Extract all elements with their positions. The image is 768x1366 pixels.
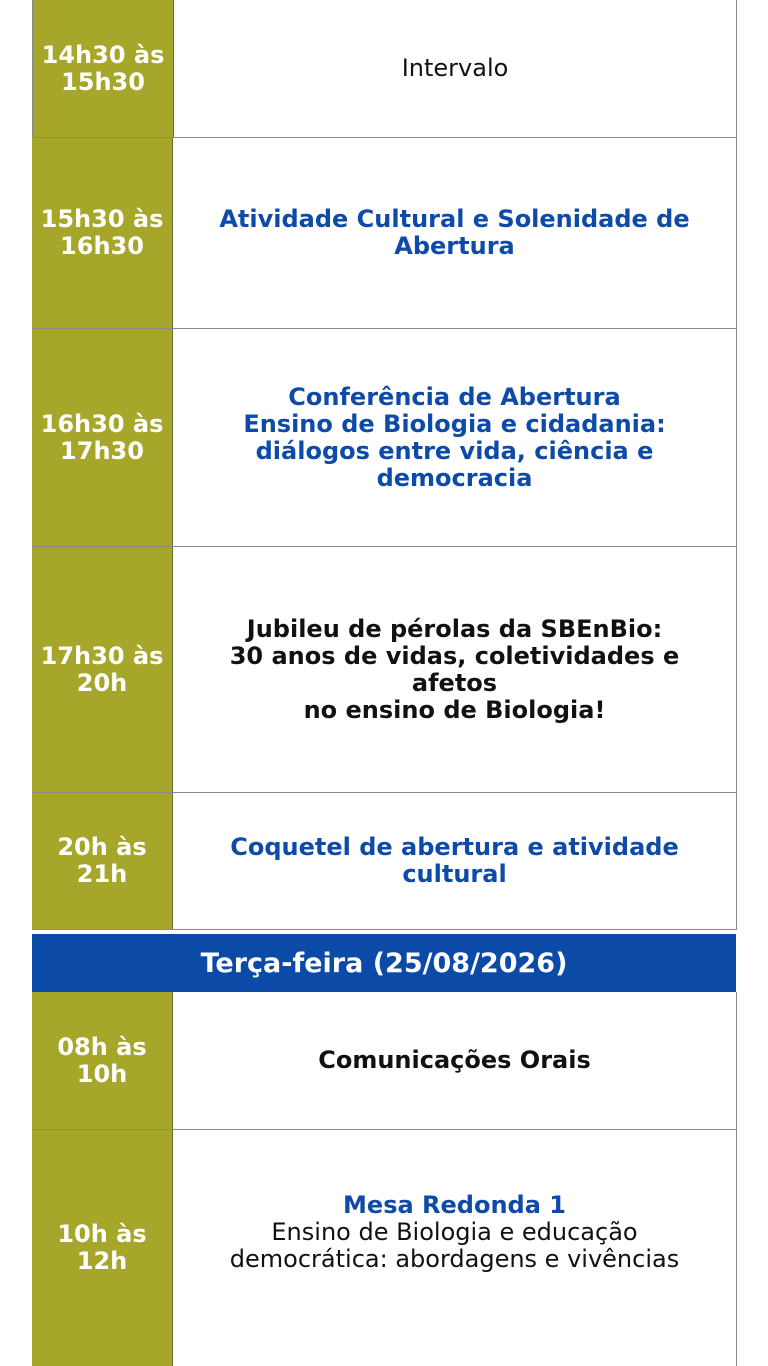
activity-line: Abertura	[394, 232, 515, 260]
activity-line: diálogos entre vida, ciência e	[255, 436, 654, 465]
schedule-row	[32, 138, 737, 329]
activity-cell	[173, 992, 736, 1129]
time-start: 10h às	[57, 1220, 147, 1248]
activity-line: Jubileu de pérolas da SBEnBio:	[246, 614, 663, 643]
day-header-label: Terça-feira (25/08/2026)	[200, 947, 568, 979]
time-start: 20h às	[57, 833, 147, 861]
schedule-day1	[32, 0, 737, 930]
time-start: 16h30 às	[40, 409, 164, 438]
time-cell	[32, 329, 173, 546]
time-cell	[33, 0, 174, 137]
time-end: 12h	[76, 1247, 128, 1275]
schedule-day2	[32, 992, 737, 1366]
schedule-row	[32, 0, 737, 138]
activity-line: Coquetel de abertura e atividade	[230, 833, 679, 861]
activity-line: 30 anos de vidas, coletividades e	[229, 641, 680, 670]
activity-cell	[173, 793, 736, 929]
time-end: 10h	[76, 1059, 128, 1088]
schedule-row	[32, 329, 737, 547]
activity-line: Conferência de Abertura	[288, 382, 621, 411]
time-start: 15h30 às	[40, 205, 164, 233]
activity-title: Mesa Redonda 1	[343, 1190, 566, 1219]
activity-cell	[173, 138, 736, 328]
activity-cell	[173, 547, 736, 792]
time-start: 14h30 às	[41, 40, 165, 69]
time-cell	[32, 992, 173, 1129]
activity-line: cultural	[402, 860, 507, 888]
activity-line: afetos	[411, 668, 498, 697]
activity-line: Ensino de Biologia e cidadania:	[243, 409, 666, 438]
activity-line: Ensino de Biologia e educação	[271, 1217, 638, 1246]
schedule-row	[32, 1130, 737, 1366]
time-start: 17h30 às	[40, 641, 164, 670]
schedule-row	[32, 992, 737, 1130]
activity-line: Intervalo	[401, 54, 509, 82]
time-cell	[32, 793, 173, 929]
activity-line: democracia	[376, 463, 533, 492]
time-cell	[32, 138, 173, 328]
activity-cell	[173, 329, 736, 546]
time-start: 08h às	[57, 1032, 147, 1061]
time-end: 17h30	[60, 436, 144, 465]
activity-cell	[173, 1130, 736, 1366]
time-cell	[32, 1130, 173, 1366]
time-end: 15h30	[61, 67, 145, 96]
time-end: 21h	[76, 860, 128, 888]
activity-line: Comunicações Orais	[318, 1046, 591, 1074]
activity-line: no ensino de Biologia!	[303, 695, 606, 724]
schedule-row	[32, 547, 737, 793]
day-header	[32, 934, 736, 992]
activity-cell	[174, 0, 736, 137]
activity-line: Atividade Cultural e Solenidade de	[219, 205, 690, 233]
schedule-row	[32, 793, 737, 930]
time-end: 16h30	[60, 232, 144, 260]
activity-line: democrática: abordagens e vivências	[229, 1244, 680, 1273]
time-cell	[32, 547, 173, 792]
time-end: 20h	[76, 668, 128, 697]
